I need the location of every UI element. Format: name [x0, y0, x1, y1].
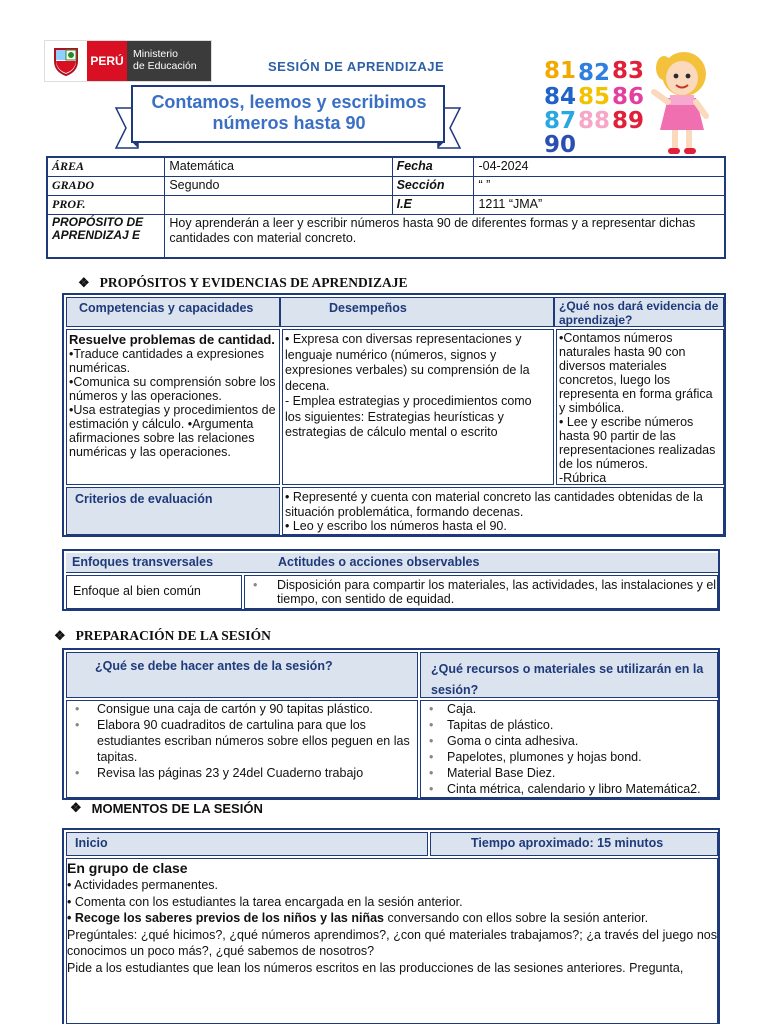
numbers-illustration	[542, 58, 648, 158]
before-item-3: • Revisa las páginas 23 y 24del Cuaderno trabajo	[67, 765, 417, 781]
girl-illustration	[648, 48, 716, 158]
material-item-4: • Papelotes, plumones y hojas bond.	[421, 749, 717, 765]
section-preparacion	[54, 628, 271, 644]
session-title: SESIÓN DE APRENDIZAJE	[268, 59, 445, 74]
diamond-bullet-icon: ❖	[78, 275, 90, 290]
number-82: 82	[578, 60, 611, 86]
criteria-text: • Representé y cuenta con material concreto las cantidades obtenidas de la situación problemática, formando decenas. • Leo y escribo los números hasta el 90.	[282, 487, 724, 535]
proposito-value: Hoy aprenderán a leer y escribir números hasta 90 de diferentes formas y a representar dichas cantidades con material concreto.	[165, 214, 725, 258]
preparation-box	[62, 648, 720, 800]
material-item-2: • Tapitas de plástico.	[421, 717, 717, 733]
material-item-6: • Cinta métrica, calendario y libro Matemática2.	[421, 781, 717, 797]
number-87: 87	[544, 108, 577, 134]
number-89: 89	[612, 108, 645, 134]
number-88: 88	[578, 108, 611, 134]
material-item-3: • Goma o cinta adhesiva.	[421, 733, 717, 749]
area-value: Matemática	[165, 157, 392, 176]
ministry-logo	[44, 40, 212, 82]
performance-cell: • Expresa con diversas representaciones y lenguaje numérico (números, signos y expresiones verbales) su comprensión de la decena. - Emplea estrategias y procedimientos como los siguientes: Estrategias heurísticas y estrategias de cálculo mental o escrito	[282, 329, 554, 485]
desempenos-header: Desempeños	[280, 297, 554, 327]
prep-materials-header: ¿Qué recursos o materiales se utilizarán en la sesión?	[420, 652, 718, 698]
ministry-line2: de Educación	[133, 60, 197, 72]
inicio-line3-rest: conversando con ellos sobre la sesión anterior.	[384, 911, 649, 925]
tiempo-header: Tiempo aproximado: 15 minutos	[430, 832, 718, 856]
peru-label: PERÚ	[87, 41, 127, 81]
number-84: 84	[544, 84, 577, 110]
section-propositos-title: PROPÓSITOS Y EVIDENCIAS DE APRENDIZAJE	[99, 275, 408, 290]
inicio-line3-bold: • Recoge los saberes previos de los niños y las niñas	[67, 911, 384, 925]
page-title	[136, 92, 442, 134]
section-propositos	[78, 275, 407, 291]
coat-of-arms-icon	[45, 41, 87, 81]
inicio-line4: Pregúntales: ¿qué hicimos?, ¿qué números aprendimos?, ¿con qué materiales trabajamos?; ¿a través del juego nos conocimos un poco más?, ¿qué sabemos de nosotros?	[67, 927, 717, 958]
momentos-box	[62, 828, 720, 1024]
prep-materials-cell	[420, 700, 718, 798]
diamond-bullet-icon: ❖	[54, 628, 66, 643]
inicio-header: Inicio	[66, 832, 428, 856]
prep-before-cell	[66, 700, 418, 798]
actitud-text: • Disposición para compartir los materiales, las actividades, las instalaciones y el tiempo, con sentido de equidad.	[245, 578, 717, 606]
before-item-1: • Consigue una caja de cartón y 90 tapitas plástico.	[67, 701, 417, 717]
grado-value: Segundo	[165, 176, 392, 195]
prof-value	[165, 195, 392, 214]
title-line2: números hasta 90	[212, 113, 366, 133]
actitudes-header: Actitudes o acciones observables	[278, 555, 480, 569]
proposito-label: PROPÓSITO DE APRENDIZAJ E	[47, 214, 165, 258]
capacities-text: •Traduce cantidades a expresiones numéricas. •Comunica su comprensión sobre los números y las operaciones. •Usa estrategias y procedimientos de estimación y cálculo. •Argumenta afirmaciones sobre las relaciones numéricas y las operaciones.	[69, 347, 276, 459]
number-85: 85	[578, 84, 611, 110]
actitud-cell	[244, 575, 718, 609]
competence-title: Resuelve problemas de cantidad.	[69, 332, 275, 347]
competence-cell	[66, 329, 280, 485]
ie-value: 1211 “JMA”	[474, 195, 725, 214]
material-item-5: • Material Base Diez.	[421, 765, 717, 781]
fecha-value: -04-2024	[474, 157, 725, 176]
section-momentos-title: MOMENTOS DE LA SESIÓN	[91, 800, 263, 816]
evidence-cell: •Contamos números naturales hasta 90 con diversos materiales concretos, luego los representa en forma gráfica y simbólica. • Lee y escribe números hasta 90 partir de las representaciones realizadas de los números. -Rúbrica	[556, 329, 724, 485]
grado-label: GRADO	[47, 176, 165, 195]
enfoques-box	[62, 549, 720, 611]
inicio-line5: Pide a los estudiantes que lean los números escritos en las producciones de las sesiones anteriores. Pregunta,	[67, 960, 684, 975]
competencies-box	[62, 293, 726, 537]
material-item-1: • Caja.	[421, 701, 717, 717]
evidence-header: ¿Qué nos dará evidencia de aprendizaje?	[554, 297, 724, 327]
title-banner	[114, 82, 462, 156]
prof-label: PROF.	[47, 195, 165, 214]
inicio-line3	[67, 910, 717, 927]
inicio-line2: • Comenta con los estudiantes la tarea encargada en la sesión anterior.	[67, 894, 463, 909]
inicio-line1: • Actividades permanentes.	[67, 878, 218, 892]
before-item-2: • Elabora 90 cuadraditos de cartulina para que los estudiantes escriban números sobre ellos peguen en las tapitas.	[67, 717, 417, 765]
ministry-name	[127, 41, 211, 81]
diamond-bullet-icon: ❖	[70, 800, 82, 815]
section-preparacion-title: PREPARACIÓN DE LA SESIÓN	[75, 628, 271, 643]
seccion-label: Sección	[392, 176, 474, 195]
section-momentos	[70, 800, 263, 816]
number-81: 81	[544, 58, 577, 84]
enfoque-value: Enfoque al bien común	[66, 575, 242, 609]
area-label: ÁREA	[47, 157, 165, 176]
number-83: 83	[612, 58, 645, 84]
number-86: 86	[612, 84, 645, 110]
ministry-line1: Ministerio	[133, 48, 178, 60]
criteria-label: Criterios de evaluación	[66, 487, 280, 535]
comp-header: Competencias y capacidades	[66, 297, 280, 327]
prep-before-header: ¿Qué se debe hacer antes de la sesión?	[66, 652, 418, 698]
ie-label: I.E	[392, 195, 474, 214]
grupo-title: En grupo de clase	[67, 860, 188, 876]
number-90: 90	[544, 132, 577, 158]
enfoques-header: Enfoques transversales	[72, 555, 214, 569]
fecha-label: Fecha	[392, 157, 474, 176]
info-table	[46, 156, 726, 259]
title-line1: Contamos, leemos y escribimos	[151, 92, 427, 112]
inicio-content	[66, 858, 718, 1024]
seccion-value: “ ”	[474, 176, 725, 195]
